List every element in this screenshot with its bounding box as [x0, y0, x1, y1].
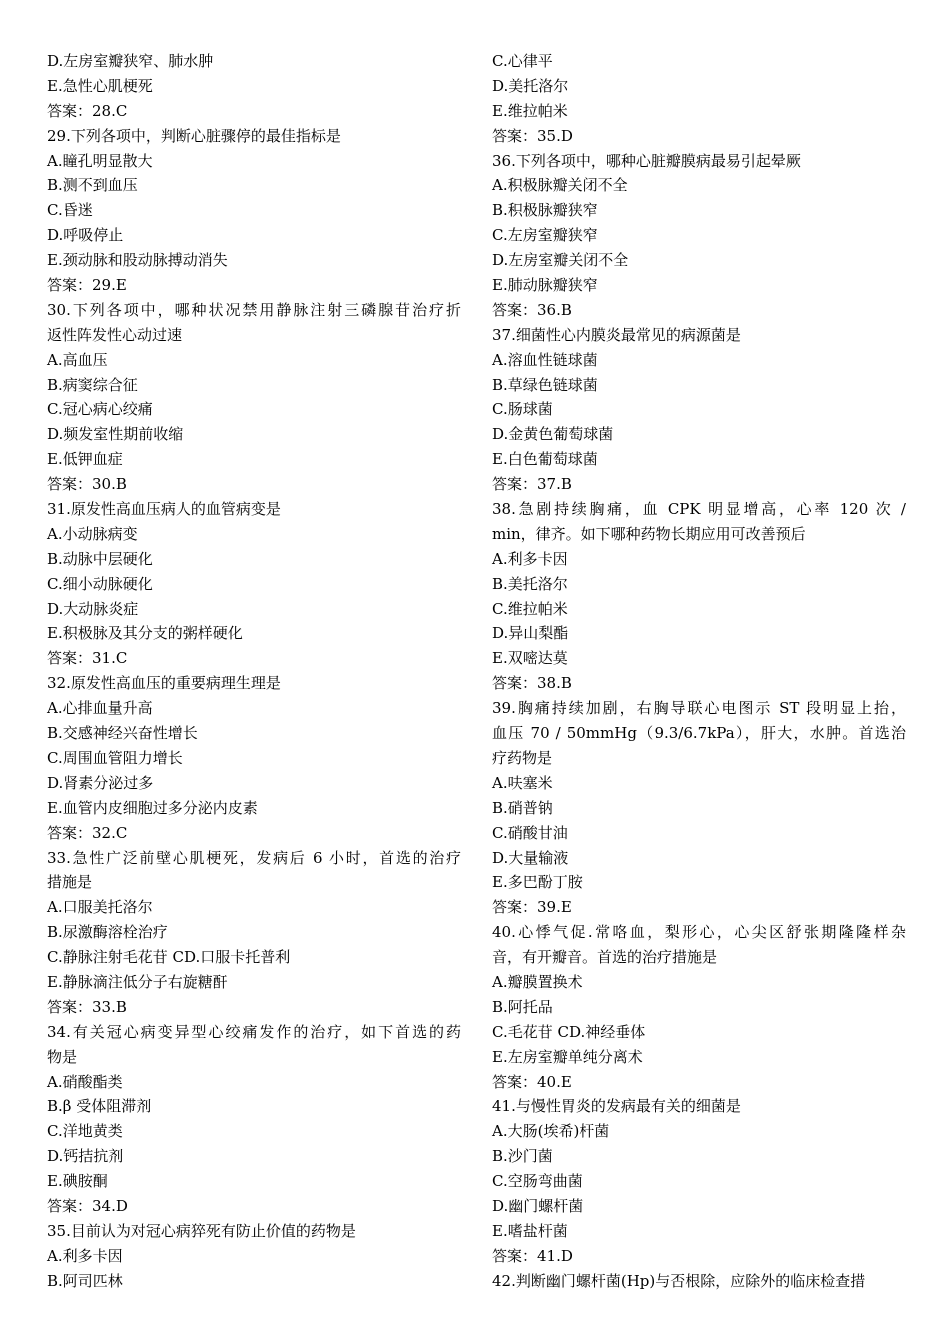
text-line: C.心律平	[492, 52, 553, 70]
text-line: 音，有开瓣音。首选的治疗措施是	[492, 948, 718, 967]
text-line: 答案：33.B	[47, 997, 127, 1016]
text-line: 答案：29.E	[47, 276, 127, 295]
text-line: C.空肠弯曲菌	[492, 1172, 583, 1191]
text-line: A.口服美托洛尔	[47, 898, 153, 917]
text-line: C.毛花苷 CD.神经垂体	[492, 1022, 646, 1041]
text-line: D.左房室瓣狭窄、肺水肿	[47, 52, 214, 70]
text-line: 措施是	[47, 873, 93, 892]
text-line: B.β 受体阻滞剂	[47, 1097, 152, 1116]
text-line: 答案：39.E	[492, 898, 572, 917]
text-line: D.大量输液	[492, 848, 569, 867]
text-line: 38.急剧持续胸痛，血 CPK 明显增高，心率 120 次 /	[492, 500, 906, 519]
text-line: E.低钾血症	[47, 450, 123, 469]
text-line: 36.下列各项中，哪种心脏瓣膜病最易引起晕厥	[492, 151, 801, 170]
text-line: 30.下列各项中，哪种状况禁用静脉注射三磷腺苷治疗折	[47, 300, 461, 319]
text-line: B.硝普钠	[492, 798, 553, 817]
text-line: 血压 70 / 50mmHg（9.3/6.7kPa），肝大，水肿。首选治	[492, 724, 906, 743]
text-line: 34.有关冠心病变异型心绞痛发作的治疗，如下首选的药	[47, 1022, 461, 1041]
text-line: 29.下列各项中，判断心脏骤停的最佳指标是	[47, 126, 341, 145]
text-line: 答案：41.D	[492, 1246, 573, 1265]
text-line: B.沙门菌	[492, 1147, 553, 1166]
text-line: 答案：28.C	[47, 101, 128, 120]
text-line: E.左房室瓣单纯分离术	[492, 1047, 643, 1066]
text-line: C.静脉注射毛花苷 CD.口服卡托普利	[47, 948, 291, 967]
text-line: 答案：31.C	[47, 649, 128, 668]
text-line: A.利多卡因	[492, 549, 568, 568]
text-line: E.颈动脉和股动脉搏动消失	[47, 251, 228, 270]
text-line: 物是	[47, 1047, 78, 1066]
text-line: 31.原发性高血压病人的血管病变是	[47, 500, 281, 519]
text-line: 答案：38.B	[492, 674, 572, 693]
text-line: D.金黄色葡萄球菌	[492, 425, 614, 444]
text-line: 42.判断幽门螺杆菌(Hp)与否根除，应除外的临床检查措	[492, 1271, 866, 1290]
text-line: B.积极脉瓣狭窄	[492, 201, 598, 220]
text-line: C.维拉帕米	[492, 599, 568, 618]
text-line: C.冠心病心绞痛	[47, 400, 153, 419]
text-line: C.昏迷	[47, 201, 93, 220]
text-line: C.左房室瓣狭窄	[492, 226, 598, 245]
text-line: C.洋地黄类	[47, 1122, 123, 1141]
text-line: B.动脉中层硬化	[47, 549, 153, 568]
text-line: A.高血压	[47, 350, 108, 369]
text-line: E.静脉滴注低分子右旋糖酐	[47, 972, 228, 991]
text-line: A.溶血性链球菌	[492, 350, 598, 369]
text-line: 答案：40.E	[492, 1072, 572, 1091]
text-line: 33.急性广泛前壁心肌梗死，发病后 6 小时，首选的治疗	[47, 848, 461, 867]
text-line: 39.胸痛持续加剧，右胸导联心电图示 ST 段明显上抬，	[492, 699, 906, 718]
text-line: 答案：34.D	[47, 1196, 128, 1215]
text-line: B.阿托品	[492, 997, 553, 1016]
text-line: D.幽门螺杆菌	[492, 1196, 584, 1215]
text-line: 32.原发性高血压的重要病理生理是	[47, 674, 281, 693]
text-line: A.大肠(埃希)杆菌	[492, 1122, 610, 1141]
text-line: B.阿司匹林	[47, 1271, 123, 1290]
text-line: D.美托洛尔	[492, 76, 569, 95]
right-column	[492, 49, 906, 1294]
text-line: min，律齐。如下哪种药物长期应用可改善预后	[492, 524, 806, 543]
text-line: D.频发室性期前收缩	[47, 425, 184, 444]
text-line: E.维拉帕米	[492, 101, 568, 120]
text-line: A.心排血量升高	[47, 699, 153, 718]
text-line: C.肠球菌	[492, 400, 553, 419]
text-line: 答案：32.C	[47, 823, 128, 842]
text-line: E.双嘧达莫	[492, 649, 568, 668]
text-line: 疗药物是	[492, 748, 553, 767]
text-line: E.肺动脉瓣狭窄	[492, 276, 598, 295]
text-line: D.大动脉炎症	[47, 599, 139, 618]
text-line: A.小动脉病变	[47, 524, 138, 543]
text-line: E.血管内皮细胞过多分泌内皮素	[47, 798, 258, 817]
text-line: D.肾素分泌过多	[47, 773, 154, 792]
text-line: A.瓣膜置换术	[492, 972, 583, 991]
text-line: C.细小动脉硬化	[47, 574, 153, 593]
text-line: 35.目前认为对冠心病猝死有防止价值的药物是	[47, 1221, 356, 1240]
text-line: B.草绿色链球菌	[492, 375, 598, 394]
text-line: D.呼吸停止	[47, 226, 124, 245]
left-column	[47, 49, 461, 1294]
text-line: A.利多卡因	[47, 1246, 123, 1265]
text-line: C.周围血管阻力增长	[47, 748, 183, 767]
text-line: B.病窦综合征	[47, 375, 138, 394]
text-line: B.交感神经兴奋性增长	[47, 724, 198, 743]
text-line: 41.与慢性胃炎的发病最有关的细菌是	[492, 1097, 741, 1116]
text-line: A.积极脉瓣关闭不全	[492, 176, 628, 195]
text-line: E.多巴酚丁胺	[492, 873, 583, 892]
text-line: A.呋塞米	[492, 773, 553, 792]
text-line: 答案：37.B	[492, 475, 572, 494]
text-line: D.左房室瓣关闭不全	[492, 251, 629, 270]
text-line: 答案：36.B	[492, 300, 572, 319]
text-line: E.白色葡萄球菌	[492, 450, 598, 469]
text-line: C.硝酸甘油	[492, 823, 568, 842]
text-line: A.瞳孔明显散大	[47, 151, 153, 170]
text-line: E.积极脉及其分支的粥样硬化	[47, 624, 243, 643]
text-line: 答案：35.D	[492, 126, 573, 145]
text-line: E.碘胺酮	[47, 1172, 108, 1191]
text-line: 返性阵发性心动过速	[47, 325, 183, 344]
text-line: D.钙拮抗剂	[47, 1147, 124, 1166]
text-line: 37.细菌性心内膜炎最常见的病源菌是	[492, 325, 741, 344]
text-line: B.尿激酶溶栓治疗	[47, 923, 168, 942]
text-line: E.嗜盐杆菌	[492, 1221, 568, 1240]
text-line: A.硝酸酯类	[47, 1072, 123, 1091]
text-line: E.急性心肌梗死	[47, 76, 153, 95]
text-line: 答案：30.B	[47, 475, 127, 494]
text-line: B.测不到血压	[47, 176, 138, 195]
text-line: D.异山梨酯	[492, 624, 569, 643]
text-line: 40.心悸气促.常咯血，梨形心，心尖区舒张期隆隆样杂	[492, 923, 906, 942]
text-line: B.美托洛尔	[492, 574, 568, 593]
